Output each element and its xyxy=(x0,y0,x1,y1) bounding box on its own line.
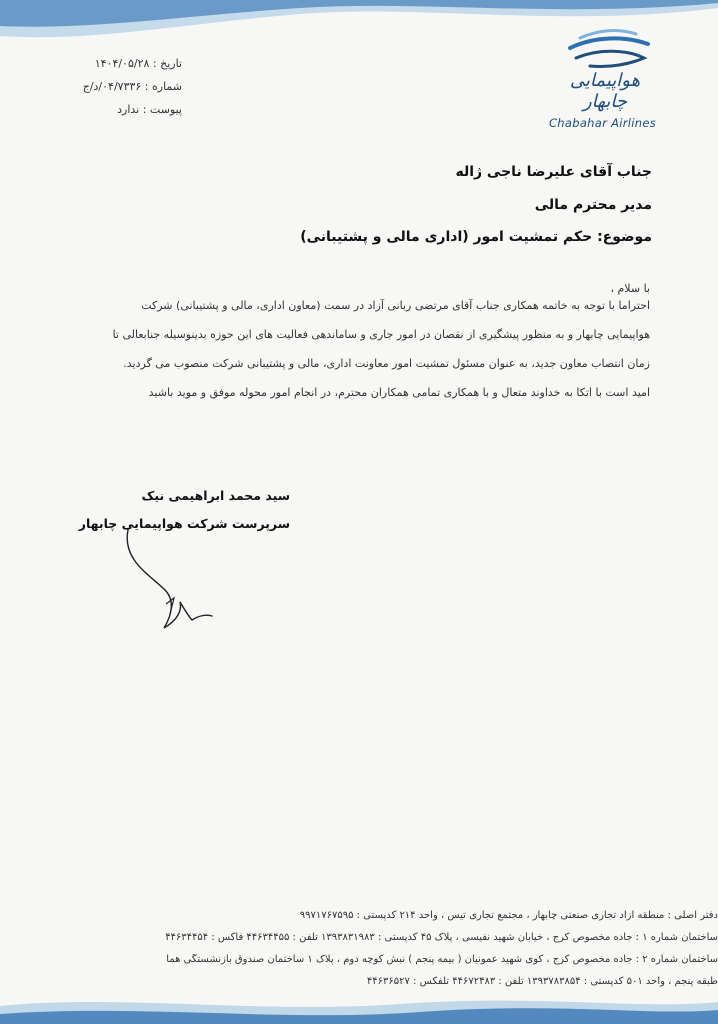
logo-persian-text: هواپیمایی چابهار xyxy=(569,70,641,112)
letter-number: شماره : ۰۴/۷۳۳۶/د/ج xyxy=(82,80,182,93)
body-line-4: امید است با اتکا به خداوند متعال و با همکاری تمامی همکاران محترم، در انجام امور محوله موفق و موید باشید xyxy=(148,386,650,399)
letter-date: تاریخ : ۱۴۰۴/۰۵/۲۸ xyxy=(94,57,182,70)
letter-meta xyxy=(62,52,182,121)
footer-line-2: ساختمان شماره ۱ : جاده مخصوص کرج ، خیابان شهید نفیسی ، پلاک ۴۵ کدپستی : ۱۳۹۳۸۳۱۹۸۳ تلفن : ۴۴۶۳۴۴۵۵ فاکس : ۴۴۶۳۴۴۵۴ xyxy=(165,932,718,943)
footer-line-4: طبقه پنجم ، واحد ۵۰۱ کدپستی : ۱۳۹۳۷۸۳۸۵۴ تلفن : ۴۴۶۷۲۴۸۳ تلفکس : ۴۴۶۳۶۵۲۷ xyxy=(366,976,718,987)
recipient-name: جناب آقای علیرضا ناجی ژاله xyxy=(455,164,652,180)
greeting: با سلام ، xyxy=(610,282,650,295)
body-line-3: زمان انتصاب معاون جدید، به عنوان مسئول تمشیت امور معاونت اداری، مالی و پشتیبانی شرکت منصوب می گردید. xyxy=(123,357,650,370)
bottom-wave-decoration xyxy=(0,984,718,1024)
letter-subject: موضوع: حکم تمشیت امور (اداری مالی و پشتیبانی) xyxy=(300,229,652,245)
recipient-title: مدیر محترم مالی xyxy=(534,197,652,213)
body-line-2: هواپیمایی چابهار و به منظور پیشگیری از نقصان در امور جاری و ساماندهی فعالیت های این حوزه بدینوسیله جنابعالی تا xyxy=(112,328,650,341)
body-line-1: احتراما با توجه به خاتمه همکاری جناب آقای مرتضی ربانی آزاد در سمت (معاون اداری، مالی و پشتیبانی) شرکت xyxy=(141,299,650,312)
signatory-position: سرپرست شرکت هواپیمایی چابهار xyxy=(78,516,290,531)
handwritten-signature-icon xyxy=(120,520,230,640)
letter-attachment: پیوست : ندارد xyxy=(117,103,182,116)
logo-english-text: Chabahar Airlines xyxy=(548,116,657,130)
signatory-name: سید محمد ابراهیمی نیک xyxy=(141,488,290,503)
footer-line-3: ساختمان شماره ۲ : جاده مخصوص کرج ، کوی شهید عمونیان ( بیمه پنجم ) نبش کوچه دوم ، پلاک ۱ ساختمان صندوق بازنشستگی هما xyxy=(166,954,718,965)
footer-line-1: دفتر اصلی : منطقه آزاد تجاری صنعتی چابهار ، مجتمع تجاری تیس ، واحد ۲۱۴ کدپستی : ۹۹۷۱۷۶۷۵۹۵ xyxy=(299,910,718,921)
